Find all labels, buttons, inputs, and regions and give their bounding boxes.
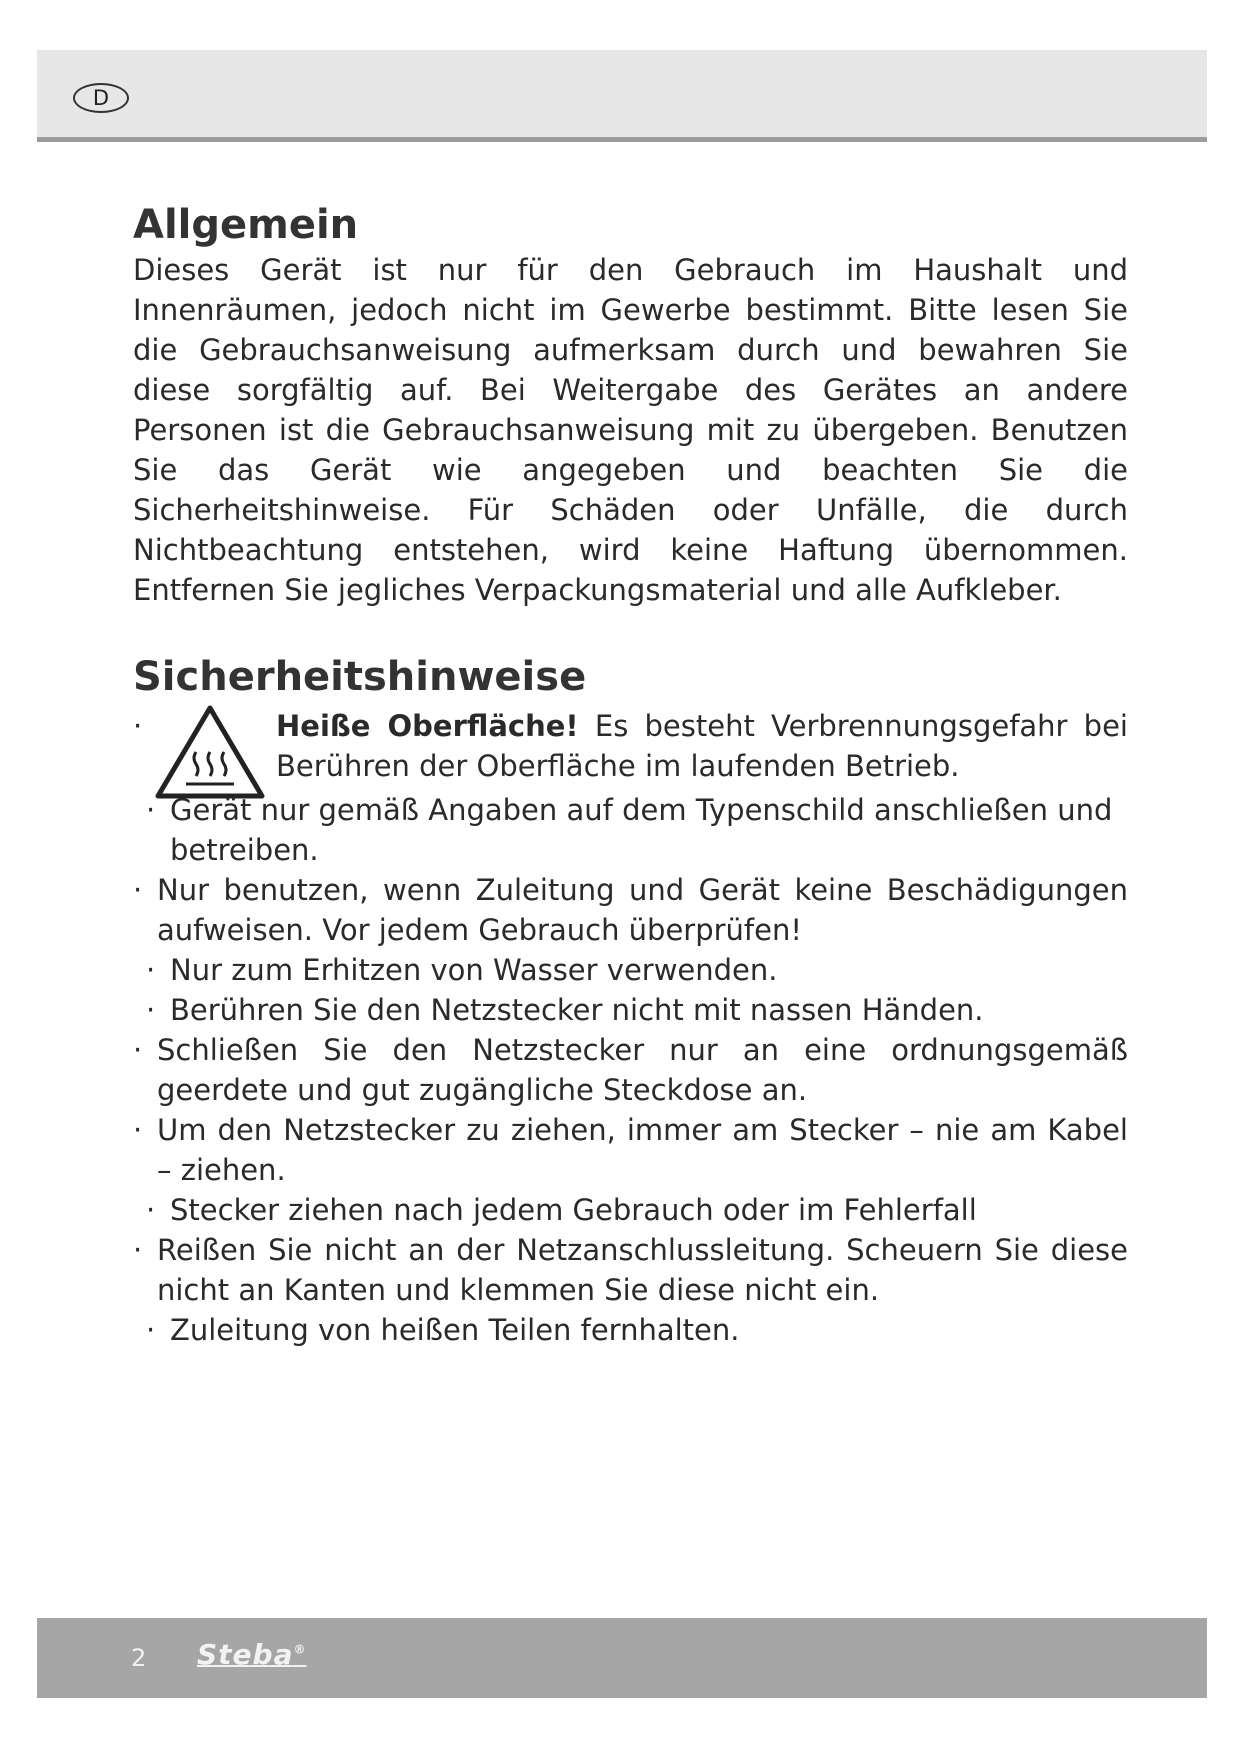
list-bullet: · <box>146 793 156 827</box>
list-item <box>133 870 1128 950</box>
list-bullet: · <box>133 1033 143 1067</box>
footer-bar <box>37 1618 1207 1698</box>
list-bullet: · <box>133 873 143 907</box>
list-item-text: Berühren Sie den Netzstecker nicht mit nassen Händen. <box>170 993 984 1027</box>
section-sicherheitshinweise <box>133 652 1128 1350</box>
list-bullet: · <box>146 1313 156 1347</box>
page-content <box>133 200 1128 1347</box>
brand-logo <box>197 1638 306 1671</box>
list-item-text: Stecker ziehen nach jedem Gebrauch oder im Fehlerfall <box>170 1193 977 1227</box>
page-number: 2 <box>131 1644 147 1672</box>
list-item <box>133 1230 1128 1310</box>
language-badge: D <box>73 83 129 113</box>
hot-surface-warning-icon <box>154 704 266 800</box>
list-item-text: Reißen Sie nicht an der Netzanschlussleitung. Scheuern Sie diese nicht an Kanten und klemmen Sie diese nicht ein. <box>157 1233 1128 1307</box>
safety-list <box>133 706 1128 1350</box>
allgemein-paragraph: Dieses Gerät ist nur für den Gebrauch im Haushalt und Innenräumen, jedoch nicht im Gewerbe bestimmt. Bitte lesen Sie die Gebrauchsanweisung aufmerksam durch und bewahren Sie diese sorgfältig auf. Bei Weitergabe des Gerätes an andere Personen ist die Gebrauchsanweisung mit zu übergeben. Benutzen Sie das Gerät wie angegeben und beachten Sie die Sicherheitshinweise. Für Schäden oder Unfälle, die durch Nichtbeachtung entstehen, wird keine Haftung übernommen. Entfernen Sie jegliches Verpackungsmaterial und alle Aufkleber. <box>133 253 1128 607</box>
list-item <box>133 950 1128 990</box>
header-bar <box>37 50 1207 142</box>
list-item-text: Schließen Sie den Netzstecker nur an eine ordnungsgemäß geerdete und gut zugängliche Steckdose an. <box>157 1033 1128 1107</box>
list-item <box>133 1190 1128 1230</box>
list-item <box>133 1110 1128 1190</box>
list-item-text: Gerät nur gemäß Angaben auf dem Typenschild anschließen und betreiben. <box>170 793 1113 867</box>
section-allgemein <box>133 200 1128 610</box>
list-item <box>133 1310 1128 1350</box>
list-item-text: Nur zum Erhitzen von Wasser verwenden. <box>170 953 778 987</box>
list-item-text: Nur benutzen, wenn Zuleitung und Gerät keine Beschädigungen aufweisen. Vor jedem Gebrauch überprüfen! <box>157 873 1128 947</box>
list-bullet: · <box>146 1193 156 1227</box>
list-item <box>133 790 1128 870</box>
list-item <box>133 990 1128 1030</box>
list-bullet: · <box>146 993 156 1027</box>
list-item <box>133 1030 1128 1110</box>
warning-item-hot-surface <box>133 706 1128 790</box>
list-item-text: Zuleitung von heißen Teilen fernhalten. <box>170 1313 740 1347</box>
warning-title: Heiße Oberfläche! <box>276 709 579 743</box>
list-bullet: · <box>146 953 156 987</box>
section-title-sicherheitshinweise: Sicherheitshinweise <box>133 654 587 700</box>
brand-registered-mark: ® <box>293 1642 307 1657</box>
list-bullet: · <box>133 1233 143 1267</box>
section-title-allgemein: Allgemein <box>133 202 359 248</box>
list-item-text: Um den Netzstecker zu ziehen, immer am Stecker – nie am Kabel – ziehen. <box>157 1113 1128 1187</box>
warning-text: Es besteht Verbrennungsgefahr bei Berühren der Oberfläche im laufenden Betrieb. <box>276 709 1128 783</box>
list-bullet: · <box>133 709 143 743</box>
brand-name: Steba <box>197 1638 294 1671</box>
list-bullet: · <box>133 1113 143 1147</box>
